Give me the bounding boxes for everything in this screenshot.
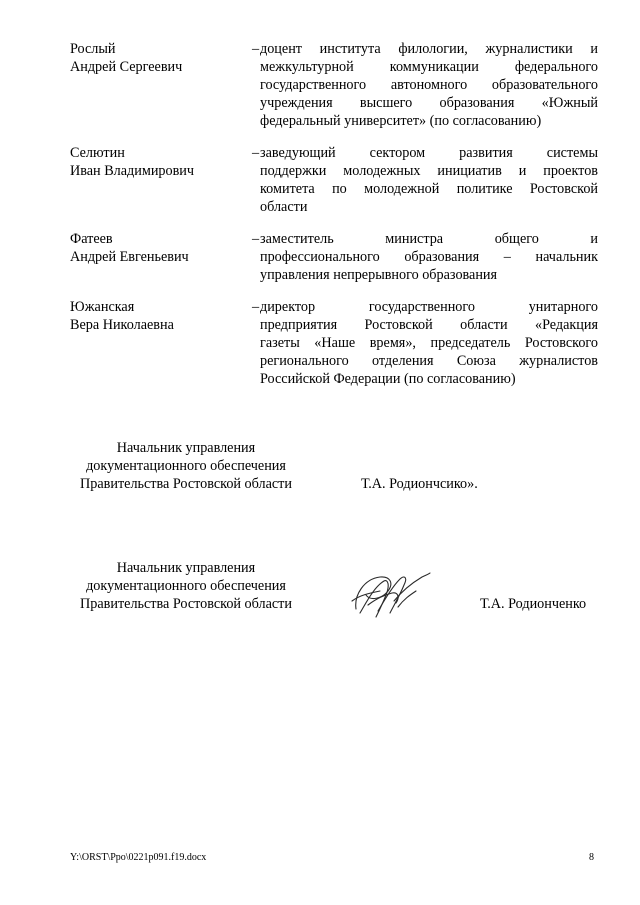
page-number: 8 [589,852,594,863]
dash: – [252,145,260,161]
signatory-title: Начальник управления документационного обеспечения Правительства Ростовской области [80,440,292,492]
footer-file-path: Y:\ORST\Ppo\0221p091.f19.docx [70,852,207,863]
handwritten-signature [350,565,432,621]
member-description: заведующий сектором развития системы поддержки молодежных инициатив и проектов комитета по молодежной политике Ростовской области [260,145,598,215]
dash: – [252,41,260,57]
member-description: директор государственного унитарного предприятия Ростовской области «Редакция газеты «Наше время», председатель Ростовского регионального отделения Союза журналистов Российской Федерации (по согласованию) [260,299,598,387]
signatory-name: Т.А. Родиончсико». [361,476,478,492]
signature-block [70,559,600,615]
signature-block [70,439,600,495]
member-entry [70,40,600,132]
dash: – [252,231,260,247]
member-description: доцент института филологии, журналистики и межкультурной коммуникации федерального государственного автономного образовательного учреждения высшего образования «Южный федеральный университет» (по согласованию) [260,41,598,129]
member-name: Фатеев Андрей Евгеньевич [70,231,189,265]
member-name: Селютин Иван Владимирович [70,145,195,179]
member-name: Рослый Андрей Сергеевич [70,41,183,75]
member-entry [70,144,600,218]
member-entry [70,298,600,390]
member-entry [70,230,600,286]
dash: – [252,299,260,315]
signatory-name: Т.А. Родионченко [480,596,587,612]
member-description: заместитель министра общего и профессионального образования – начальник управления непрерывного образования [260,231,598,283]
member-name: Южанская Вера Николаевна [70,299,174,333]
signatory-title: Начальник управления документационного обеспечения Правительства Ростовской области [80,560,292,612]
